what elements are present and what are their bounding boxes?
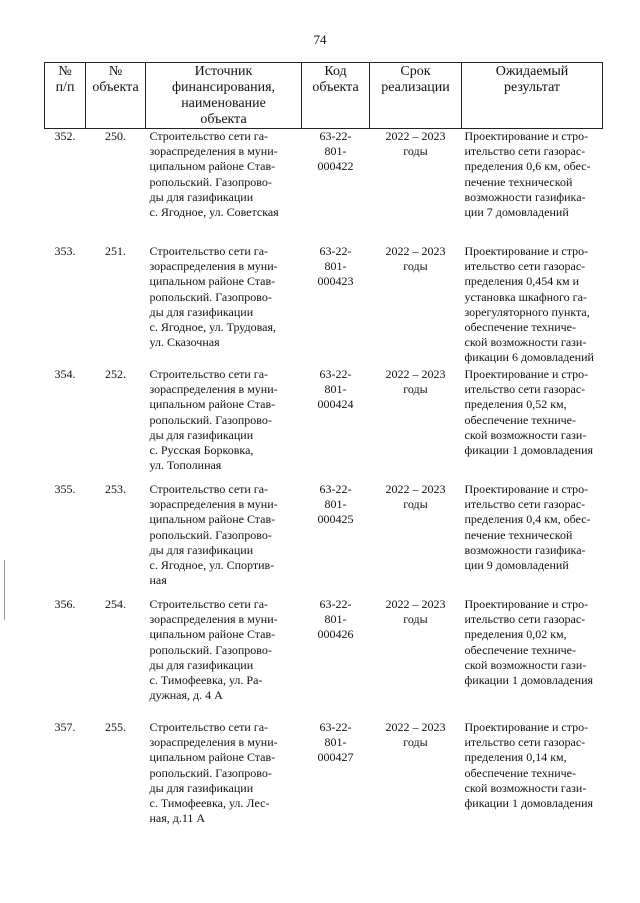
row-code: 63-22- 801- 000424	[317, 367, 354, 412]
row-code: 63-22- 801- 000425	[317, 482, 354, 527]
row-result: Проектирование и стро- ительство сети газорас- пределения 0,02 км, обеспечение техниче- ской возможности гази- фикации 1 домовладения	[464, 597, 594, 688]
row-num: 356.	[54, 597, 76, 611]
row-num: 352.	[54, 129, 76, 143]
row-result: Проектирование и стро- ительство сети газорас- пределения 0,52 км, обеспечение техниче- ской возможности гази- фикации 1 домовладения	[464, 367, 594, 458]
row-object-num: 251.	[105, 244, 126, 258]
table-row	[45, 482, 603, 597]
table-row	[45, 244, 603, 367]
table-body	[45, 129, 603, 831]
row-code: 63-22- 801- 000426	[317, 597, 354, 642]
objects-table	[44, 62, 603, 830]
row-source: Строительство сети га- зораспределения в муни- ципальном районе Став- ропольский. Газопрово- ды для газификации с. Русская Борковка, ул. Тополиная	[149, 367, 278, 473]
row-term: 2022 – 2023 годы	[385, 244, 446, 274]
row-code: 63-22- 801- 000427	[317, 720, 354, 765]
scan-margin-mark	[4, 560, 5, 620]
table-row	[45, 597, 603, 720]
row-term: 2022 – 2023 годы	[385, 720, 446, 750]
row-source: Строительство сети га- зораспределения в муни- ципальном районе Став- ропольский. Газопрово- ды для газификации с. Ягодное, ул. Трудовая, ул. Сказочная	[149, 244, 278, 350]
row-object-num: 250.	[105, 129, 126, 143]
row-object-num: 254.	[105, 597, 126, 611]
table-row	[45, 367, 603, 482]
row-source: Строительство сети га- зораспределения в муни- ципальном районе Став- ропольский. Газопрово- ды для газификации с. Тимофеевка, ул. Лес- ная, д.11 А	[149, 720, 278, 826]
header-object-num: № объекта	[86, 63, 146, 129]
row-object-num: 255.	[105, 720, 126, 734]
row-result: Проектирование и стро- ительство сети газорас- пределения 0,454 км и установка шкафного га- зорегуляторного пункта, обеспечение техниче- ской возможности гази- фикации 6 домовладений	[464, 244, 594, 365]
row-source: Строительство сети га- зораспределения в муни- ципальном районе Став- ропольский. Газопрово- ды для газификации с. Тимофеевка, ул. Ра- дужная, д. 4 А	[149, 597, 278, 703]
row-result: Проектирование и стро- ительство сети газорас- пределения 0,4 км, обес- печение технической возможности газифика- ции 9 домовладений	[464, 482, 591, 573]
table-header	[45, 63, 603, 129]
table-row	[45, 720, 603, 830]
row-term: 2022 – 2023 годы	[385, 129, 446, 159]
header-num: № п/п	[45, 63, 86, 129]
header-source: Источник финансирования, наименование объекта	[146, 63, 302, 129]
page-number: 74	[313, 32, 327, 47]
row-object-num: 253.	[105, 482, 126, 496]
row-result: Проектирование и стро- ительство сети газорас- пределения 0,6 км, обес- печение технической возможности газифика- ции 7 домовладений	[464, 129, 591, 220]
row-code: 63-22- 801- 000423	[317, 244, 354, 289]
header-result: Ожидаемый результат	[462, 63, 603, 129]
row-source: Строительство сети га- зораспределения в муни- ципальном районе Став- ропольский. Газопрово- ды для газификации с. Ягодное, ул. Спортив- ная	[149, 482, 278, 588]
row-result: Проектирование и стро- ительство сети газорас- пределения 0,14 км, обеспечение техниче- ской возможности гази- фикации 1 домовладения	[464, 720, 594, 811]
row-source: Строительство сети га- зораспределения в муни- ципальном районе Став- ропольский. Газопрово- ды для газификации с. Ягодное, ул. Советская	[149, 129, 279, 220]
header-term: Срок реализации	[370, 63, 462, 129]
row-num: 355.	[54, 482, 76, 496]
row-term: 2022 – 2023 годы	[385, 482, 446, 512]
table-row	[45, 129, 603, 245]
row-num: 354.	[54, 367, 76, 381]
header-code: Код объекта	[302, 63, 370, 129]
row-num: 357.	[54, 720, 76, 734]
row-term: 2022 – 2023 годы	[385, 597, 446, 627]
row-object-num: 252.	[105, 367, 126, 381]
row-code: 63-22- 801- 000422	[317, 129, 354, 174]
row-num: 353.	[54, 244, 76, 258]
row-term: 2022 – 2023 годы	[385, 367, 446, 397]
header-row	[45, 63, 603, 129]
